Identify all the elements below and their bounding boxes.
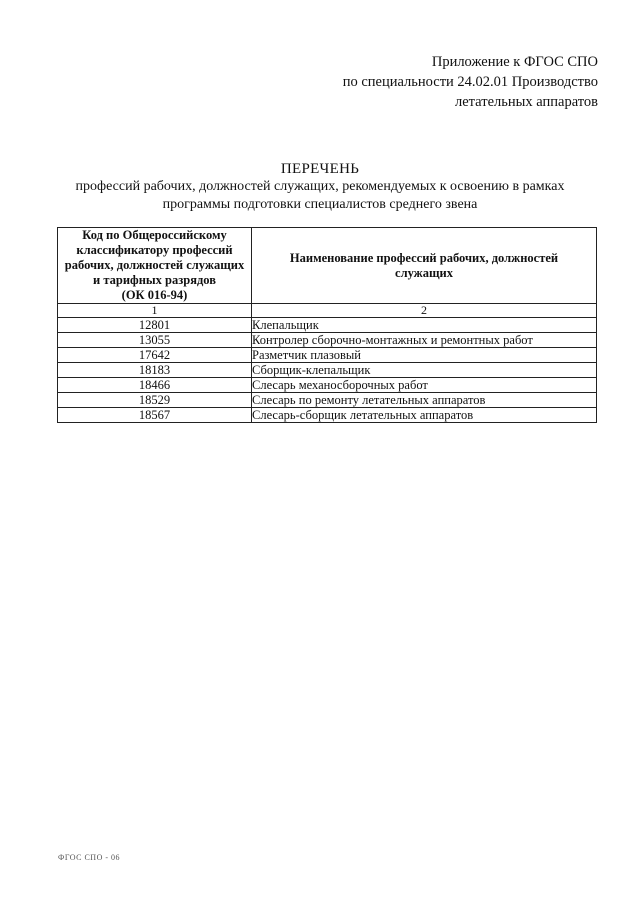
table-row: [58, 348, 597, 363]
footer-mark: ФГОС СПО - 06: [58, 853, 121, 862]
document-title: ПЕРЕЧЕНЬ: [280, 161, 360, 177]
appendix-line: летательных аппаратов: [455, 94, 598, 110]
appendix-line: Приложение к ФГОС СПО: [431, 54, 598, 70]
profession-name: Клепальщик: [252, 318, 597, 333]
table-row: [58, 393, 597, 408]
professions-table: [57, 227, 597, 423]
header-code: [58, 228, 252, 304]
table-row: [58, 378, 597, 393]
profession-code: 18183: [58, 363, 252, 378]
header-name-line: Наименование профессий рабочих, должностей: [289, 250, 559, 265]
table-header-row: [58, 228, 597, 304]
appendix-header: [343, 52, 598, 112]
table-row: [58, 318, 597, 333]
document-subtitle: [30, 178, 610, 214]
profession-code: 18529: [58, 393, 252, 408]
table-row: [58, 333, 597, 348]
table-row: [58, 408, 597, 423]
header-code-line: и тарифных разрядов: [93, 273, 216, 287]
profession-name: Контролер сборочно-монтажных и ремонтных работ: [252, 333, 597, 348]
table-row: [58, 363, 597, 378]
header-code-line: (ОК 016-94): [121, 288, 188, 302]
profession-name: Слесарь механосборочных работ: [252, 378, 597, 393]
profession-name: Сборщик-клепальщик: [252, 363, 597, 378]
profession-code: 13055: [58, 333, 252, 348]
subtitle-line: программы подготовки специалистов среднего звена: [162, 197, 478, 212]
profession-code: 17642: [58, 348, 252, 363]
subtitle-line: профессий рабочих, должностей служащих, рекомендуемых к освоению в рамках: [75, 179, 565, 194]
profession-name: Разметчик плазовый: [252, 348, 597, 363]
header-name: [252, 228, 597, 304]
column-number-row: [58, 304, 597, 318]
header-code-line: классификатору профессий: [76, 243, 233, 257]
column-number: 2: [252, 304, 597, 318]
header-name-line: служащих: [395, 265, 453, 280]
appendix-line: по специальности 24.02.01 Производство: [342, 74, 598, 90]
profession-name: Слесарь-сборщик летательных аппаратов: [252, 408, 597, 423]
header-code-line: Код по Общероссийскому: [82, 228, 227, 242]
header-code-line: рабочих, должностей служащих: [64, 258, 245, 272]
column-number: 1: [58, 304, 252, 318]
profession-code: 18567: [58, 408, 252, 423]
profession-name: Слесарь по ремонту летательных аппаратов: [252, 393, 597, 408]
profession-code: 12801: [58, 318, 252, 333]
profession-code: 18466: [58, 378, 252, 393]
